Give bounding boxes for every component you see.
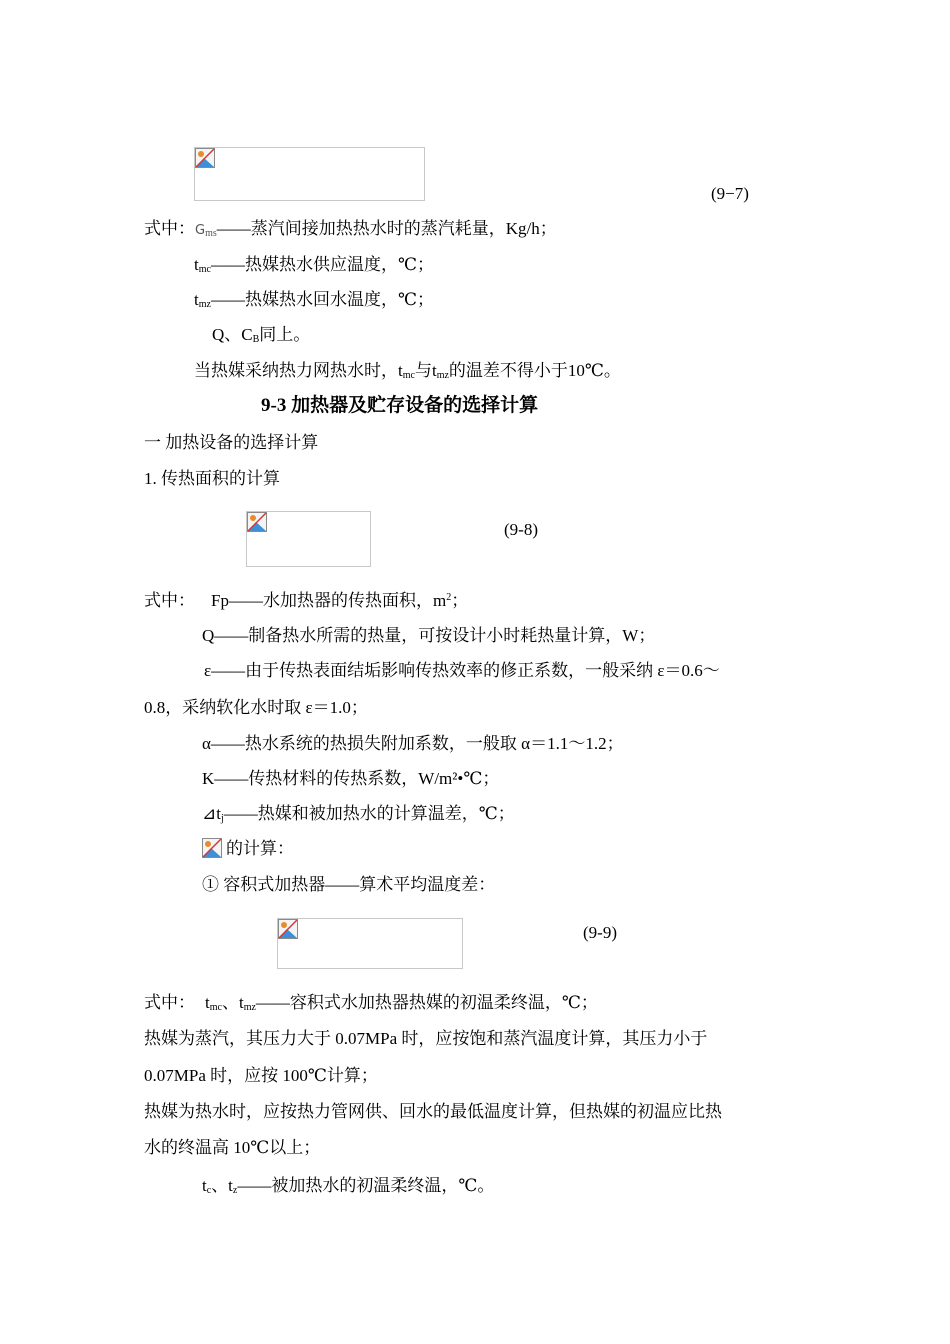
- subsection-title: 一 加热设备的选择计算: [144, 433, 319, 452]
- where-line-fp: 式中： Fp——水加热器的传热面积，$m^2$；: [144, 591, 469, 610]
- temperature-note: 当热媒采纳热力网热水时，$t_{mc}$与$t_{mz}$的温差不得小于10℃。: [194, 361, 621, 381]
- broken-image-icon: [247, 512, 267, 532]
- where-line-gms: 式中：$G_{ms}——$蒸汽间接加热热水时的蒸汽耗量，Kg/h；: [144, 219, 557, 239]
- formula-number: (9−7): [711, 184, 749, 203]
- hotwater-paragraph-line1: 热媒为热水时，应按热力管网供、回水的最低温度计算，但热媒的初温应比热: [144, 1102, 722, 1121]
- broken-image-icon: [195, 148, 215, 168]
- where-line-q: Q——制备热水所需的热量，可按设计小时耗热量计算，W；: [202, 626, 656, 645]
- where-line-tc-tz: $t_c$、$t_z——$被加热水的初温柔终温，℃。: [202, 1176, 495, 1196]
- hotwater-paragraph-line2: 水的终温高 10℃以上；: [144, 1138, 321, 1157]
- formula-9-9-image: [277, 918, 463, 969]
- where-line-epsilon-cont: 0.8，采纳软化水时取 ε＝1.0；: [144, 698, 368, 717]
- formula-number: (9-8): [504, 520, 538, 539]
- calc-line: 的计算：: [202, 838, 294, 860]
- where-line-q-cb: Q、$C_B$同上。: [212, 325, 311, 345]
- where-line-tmc: $t_{mc}——$热媒热水供应温度，℃；: [194, 255, 434, 275]
- section-heading: 9-3 加热器及贮存设备的选择计算: [261, 395, 539, 416]
- where-line-tmc-tmz: 式中： $t_{mc}$、$t_{mz}——$容积式水加热器热媒的初温柔终温，℃；: [144, 993, 598, 1013]
- formula-number: (9-9): [583, 923, 617, 942]
- subsubsection-title: 1. 传热面积的计算: [144, 469, 280, 488]
- inline-formula-image: [202, 838, 222, 858]
- broken-image-icon: [202, 838, 222, 858]
- where-line-alpha: α——热水系统的热损失附加系数，一般取 α＝1.1～1.2；: [202, 734, 624, 753]
- steam-paragraph-line1: 热媒为蒸汽，其压力大于 0.07MPa 时，应按饱和蒸汽温度计算，其压力小于: [144, 1029, 708, 1048]
- where-line-delta-tj: $⊿t_j——$热媒和被加热水的计算温差，℃；: [202, 804, 515, 824]
- formula-9-7-image: [194, 147, 425, 201]
- steam-paragraph-line2: 0.07MPa 时，应按 100℃计算；: [144, 1066, 378, 1085]
- where-line-k: K——传热材料的传热系数，W/m²•℃；: [202, 769, 500, 788]
- broken-image-icon: [278, 919, 298, 939]
- item-volumetric-heater: ① 容积式加热器——算术平均温度差：: [202, 875, 496, 894]
- where-line-epsilon: ε——由于传热表面结垢影响传热效率的修正系数，一般采纳 ε＝0.6～: [204, 661, 720, 680]
- where-line-tmz: $t_{mz}——$热媒热水回水温度，℃；: [194, 290, 434, 310]
- formula-9-8-image: [246, 511, 371, 567]
